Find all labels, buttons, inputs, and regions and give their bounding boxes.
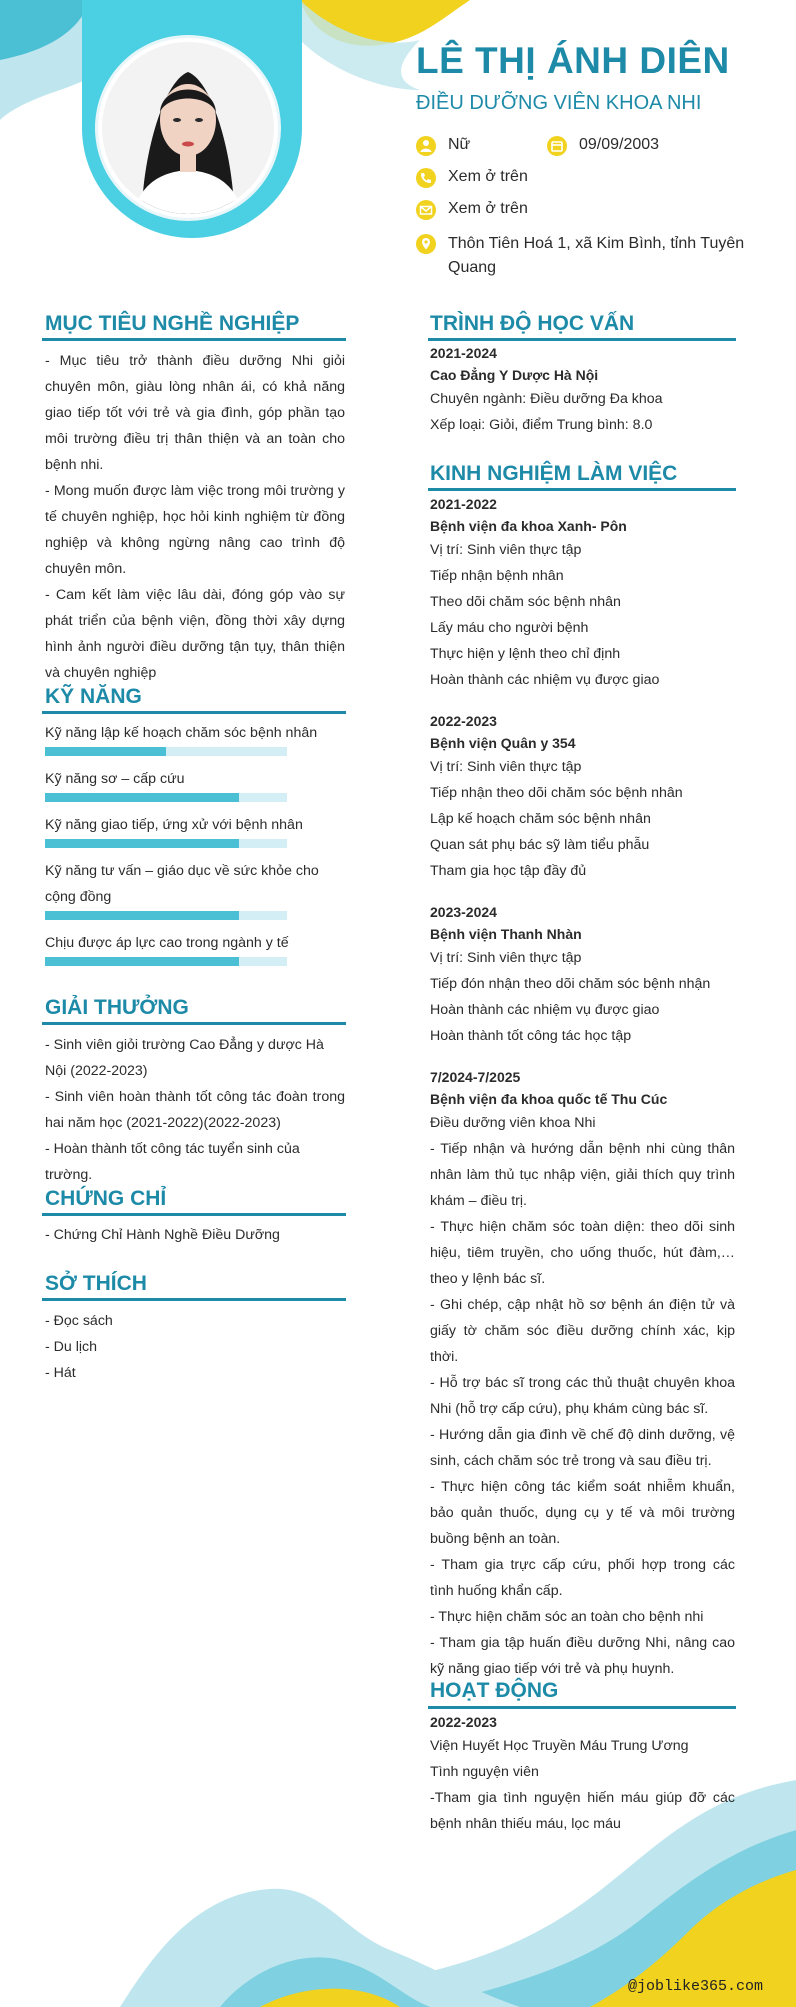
skill-bar [45,747,287,756]
experience-divider [428,488,736,491]
job-line: - Hỗ trợ bác sĩ trong các thủ thuật chuyên khoa Nhi (hỗ trợ cấp cứu), phụ khám cùng bác sĩ. [430,1375,735,1417]
watermark: @joblike365.com [628,1978,764,1995]
profile-photo [98,38,278,218]
job-line: Tiếp nhận bệnh nhân [430,568,564,584]
job-line: Hoàn thành các nhiệm vụ được giao [430,1002,660,1018]
objective-paragraph: - Cam kết làm việc lâu dài, đóng góp vào sự phát triển của bệnh viện, đồng thời xây dựng hình ảnh người điều dưỡng tận tụy, thân thiện và chuyên nghiệp [45,587,345,681]
skill-bar-fill [45,839,239,848]
portrait-image [102,42,274,214]
job-line: Điều dưỡng viên khoa Nhi [430,1115,596,1131]
job-entry [430,493,735,693]
birthday-row [547,136,659,156]
email-icon [416,200,436,220]
job-title: ĐIỀU DƯỠNG VIÊN KHOA NHI [416,92,702,114]
job-line: - Thực hiện công tác kiểm soát nhiễm khuẩn, bảo quản thuốc, dụng cụ y tế và môi trường buồng bệnh an toàn. [430,1479,735,1547]
address-value: Thôn Tiên Hoá 1, xã Kim Bình, tỉnh Tuyên Quang [448,235,745,276]
job-years: 2023-2024 [430,904,497,920]
award-item: - Sinh viên giỏi trường Cao Đẳng y dược Hà Nội (2022-2023) [45,1037,324,1079]
job-years: 2021-2022 [430,496,497,512]
address-row [416,232,746,280]
activities-heading: HOẠT ĐỘNG [430,1679,559,1702]
objective-paragraph: - Mong muốn được làm việc trong môi trường y tế chuyên nghiệp, học hỏi kinh nghiệm từ đồng nghiệp và không ngừng nâng cao trình độ chuyên môn. [45,483,345,577]
hobbies-list [45,1308,345,1386]
activity-entry [430,1711,735,1837]
skill-label: Chịu được áp lực cao trong ngành y tế [45,935,289,951]
skill-bar [45,839,287,848]
hobby-item: - Hát [45,1365,76,1381]
job-org: Bệnh viện Thanh Nhàn [430,926,582,942]
phone-icon [416,168,436,188]
skill-bar-fill [45,911,239,920]
gender-value: Nữ [448,136,471,153]
candidate-name: LÊ THỊ ÁNH DIÊN [416,40,730,81]
awards-divider [42,1022,346,1025]
hobby-item: - Du lịch [45,1339,98,1355]
hobbies-heading: SỞ THÍCH [45,1272,147,1295]
certificate-item: - Chứng Chỉ Hành Nghề Điều Dưỡng [45,1227,280,1243]
education-heading: TRÌNH ĐỘ HỌC VẤN [430,312,635,335]
hobbies-divider [42,1298,346,1301]
phone-value: Xem ở trên [448,168,528,185]
skill-bar-fill [45,957,239,966]
job-line: - Tiếp nhận và hướng dẫn bệnh nhi cùng thân nhân làm thủ tục nhập viện, giải thích quy trình khám – điều trị. [430,1141,735,1209]
job-line: Hoàn thành các nhiệm vụ được giao [430,672,660,688]
phone-row [416,168,528,188]
certificates-divider [42,1213,346,1216]
skill-bar [45,957,287,966]
job-line: Tiếp nhận theo dõi chăm sóc bệnh nhân [430,785,683,801]
gender-row [416,136,470,156]
job-line: - Thực hiện chăm sóc an toàn cho bệnh nhi [430,1609,704,1625]
objective-paragraph: - Mục tiêu trở thành điều dưỡng Nhi giỏi chuyên môn, giàu lòng nhân ái, có khả năng giao tiếp tốt với trẻ và gia đình, góp phần tạo môi trường điều trị thân thiện và an toàn cho bệnh nhi. [45,353,345,473]
job-line: - Tham gia tập huấn điều dưỡng Nhi, nâng cao kỹ năng giao tiếp với trẻ và phụ huynh. [430,1635,735,1677]
job-line: Tiếp đón nhận theo dõi chăm sóc bệnh nhận [430,976,711,992]
experience-heading: KINH NGHIỆM LÀM VIỆC [430,462,678,485]
birthday-value: 09/09/2003 [579,136,660,153]
email-row [416,200,528,220]
skill-bar-fill [45,747,166,756]
job-entry [430,1066,735,1682]
skills-heading: KỸ NĂNG [45,685,142,708]
job-line: Quan sát phụ bác sỹ làm tiểu phẫu [430,837,650,853]
skill-bar [45,911,287,920]
job-line: Thực hiện y lệnh theo chỉ định [430,646,621,662]
awards-list [45,1032,345,1188]
education-grade: Xếp loại: Giỏi, điểm Trung bình: 8.0 [430,417,653,433]
objective-heading: MỤC TIÊU NGHỀ NGHIỆP [45,312,300,335]
activity-years: 2022-2023 [430,1714,497,1730]
skill-label: Kỹ năng giao tiếp, ứng xử với bệnh nhân [45,817,303,833]
skill-bar [45,793,287,802]
email-value: Xem ở trên [448,200,528,217]
job-line: Tham gia học tập đầy đủ [430,863,587,879]
skills-divider [42,711,346,714]
objective-divider [42,338,346,341]
job-org: Bệnh viện đa khoa quốc tế Thu Cúc [430,1091,668,1107]
calendar-icon [547,136,567,156]
education-school: Cao Đẳng Y Dược Hà Nội [430,367,599,383]
job-line: Lấy máu cho người bệnh [430,620,589,636]
activity-org: Viện Huyết Học Truyền Máu Trung Ương [430,1738,689,1754]
job-line: - Tham gia trực cấp cứu, phối hợp trong các tình huống khẩn cấp. [430,1557,735,1599]
job-line: Vị trí: Sinh viên thực tập [430,542,582,558]
location-icon [416,234,436,254]
job-line: Vị trí: Sinh viên thực tập [430,950,582,966]
job-org: Bệnh viện đa khoa Xanh- Pôn [430,518,627,534]
job-years: 7/2024-7/2025 [430,1069,521,1085]
job-line: Hoàn thành tốt công tác học tập [430,1028,632,1044]
person-icon [416,136,436,156]
activity-desc: -Tham gia tình nguyện hiến máu giúp đỡ các bệnh nhân thiếu máu, lọc máu [430,1790,735,1832]
education-major: Chuyên ngành: Điều dưỡng Đa khoa [430,391,663,407]
education-years: 2021-2024 [430,345,497,361]
job-line: Theo dõi chăm sóc bệnh nhân [430,594,621,610]
job-org: Bệnh viện Quân y 354 [430,735,576,751]
job-years: 2022-2023 [430,713,497,729]
certificates-list [45,1222,345,1248]
job-line: Vị trí: Sinh viên thực tập [430,759,582,775]
skill-bar-fill [45,793,239,802]
education-block [430,342,735,438]
certificates-heading: CHỨNG CHỈ [45,1187,167,1210]
hobby-item: - Đọc sách [45,1313,113,1329]
objective-text [45,348,345,686]
job-line: - Hướng dẫn gia đình về chế độ dinh dưỡng, vệ sinh, cách chăm sóc trẻ trong và sau điều trị. [430,1427,735,1469]
activities-divider [428,1706,736,1709]
job-line: - Thực hiện chăm sóc toàn diện: theo dõi sinh hiệu, tiêm truyền, cho uống thuốc, hút đàm,… theo y lệnh bác sĩ. [430,1219,735,1287]
job-entry [430,710,735,884]
job-line: Lập kế hoạch chăm sóc bệnh nhân [430,811,651,827]
activity-role: Tình nguyện viên [430,1764,539,1780]
awards-heading: GIẢI THƯỞNG [45,996,189,1019]
job-entry [430,901,735,1049]
skill-label: Kỹ năng sơ – cấp cứu [45,771,185,787]
award-item: - Sinh viên hoàn thành tốt công tác đoàn trong hai năm học (2021-2022)(2022-2023) [45,1089,345,1131]
education-divider [428,338,736,341]
skill-label: Kỹ năng lập kế hoạch chăm sóc bệnh nhân [45,725,318,741]
skill-label: Kỹ năng tư vấn – giáo dục về sức khỏe cho cộng đồng [45,863,319,905]
job-line: - Ghi chép, cập nhật hồ sơ bệnh án điện tử và giấy tờ chăm sóc điều dưỡng chính xác, kịp thời. [430,1297,735,1365]
award-item: - Hoàn thành tốt công tác tuyển sinh của trường. [45,1141,300,1183]
